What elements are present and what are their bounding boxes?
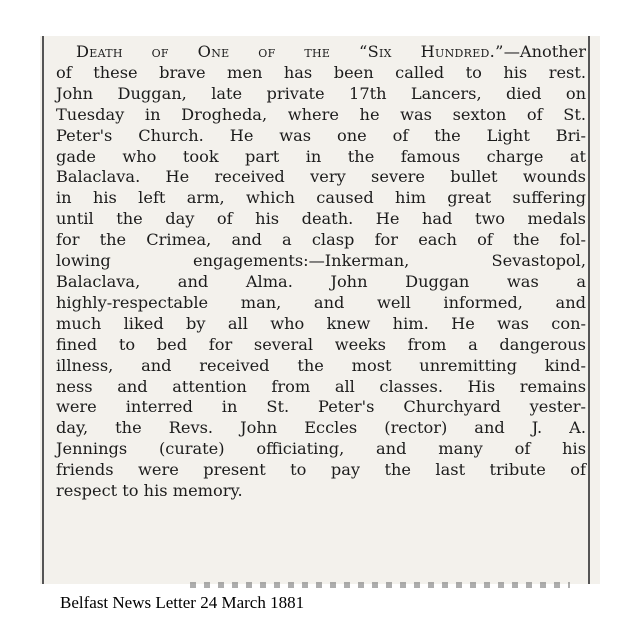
article-line: of these brave men has been called to his rest.: [56, 62, 586, 82]
article-line: for the Crimea, and a clasp for each of the fol-: [56, 230, 586, 250]
article-line: gade who took part in the famous charge at: [56, 146, 586, 166]
article-line: day, the Revs. John Eccles (rector) and J. A.: [56, 418, 586, 438]
article-line: Jennings (curate) officiating, and many of his: [56, 439, 586, 459]
article-line: ness and attention from all classes. His remains: [56, 376, 586, 396]
article-body: [56, 42, 586, 502]
article-line: fined to bed for several weeks from a dangerous: [56, 334, 586, 354]
article-first-line: [56, 42, 586, 63]
newspaper-clipping: [40, 36, 600, 584]
article-line: Tuesday in Drogheda, where he was sexton of St.: [56, 104, 586, 124]
article-line: illness, and received the most unremitting kind-: [56, 355, 586, 375]
article-line: friends were present to pay the last tribute of: [56, 460, 586, 480]
article-line: highly-respectable man, and well informed, and: [56, 292, 586, 312]
source-caption: Belfast News Letter 24 March 1881: [60, 593, 305, 612]
article-line: lowing engagements:—Inkerman, Sevastopol,: [56, 251, 586, 271]
article-line: Balaclava. He received very severe bullet wounds: [56, 167, 586, 187]
article-line: Balaclava, and Alma. John Duggan was a: [56, 271, 586, 291]
article-line: Peter's Church. He was one of the Light Bri-: [56, 125, 586, 145]
column-rule-left: [42, 36, 44, 584]
article-line: were interred in St. Peter's Churchyard yester-: [56, 397, 586, 417]
article-line: John Duggan, late private 17th Lancers, died on: [56, 83, 586, 103]
article-line: in his left arm, which caused him great suffering: [56, 188, 586, 208]
article-line: until the day of his death. He had two medals: [56, 209, 586, 229]
cut-off-next-article: [190, 582, 570, 588]
article-headline-tail: —Another: [503, 42, 586, 61]
column-rule-right: [588, 36, 590, 584]
article-line: much liked by all who knew him. He was con-: [56, 313, 586, 333]
article-headline: Death of One of the “Six Hundred.”: [76, 42, 504, 61]
article-line-last: respect to his memory.: [56, 481, 243, 501]
